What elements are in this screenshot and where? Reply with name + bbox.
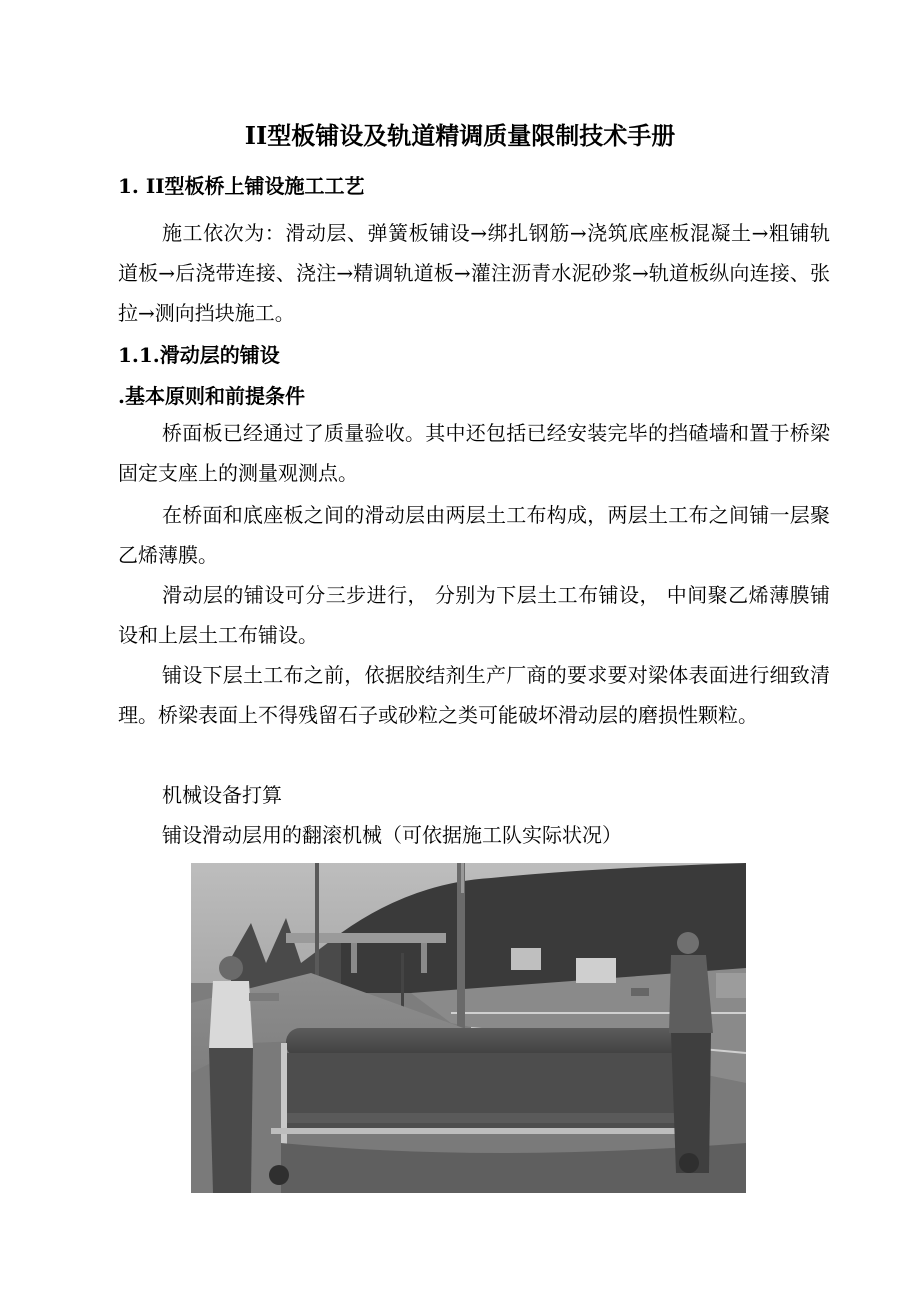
construction-photo [191, 863, 746, 1193]
paragraph-rolling-machine: 铺设滑动层用的翻滚机械（可依据施工队实际状况） [162, 823, 622, 847]
subsection-heading-principles: .基本原则和前提条件 [118, 384, 305, 408]
paragraph-construction-sequence: 施工依次为：滑动层、弹簧板铺设→绑扎钢筋→浇筑底座板混凝土→粗铺轨道板→后浇带连接、浇注→精调轨道板→灌注沥青水泥砂浆→轨道板纵向连接、张拉→测向挡块施工。 [118, 221, 830, 325]
paragraph-bridge-deck: 桥面板已经通过了质量验收。其中还包括已经安装完毕的挡碴墙和置于桥梁固定支座上的测量观测点。 [118, 421, 830, 485]
section-heading-1-1: 1.1.滑动层的铺设 [118, 343, 280, 367]
section-heading-1: 1. II型板桥上铺设施工工艺 [118, 174, 365, 198]
paragraph-sliding-layer-structure: 在桥面和底座板之间的滑动层由两层土工布构成，两层土工布之间铺一层聚乙烯薄膜。 [118, 503, 830, 567]
page-title: II型板铺设及轨道精调质量限制技术手册 [244, 121, 676, 150]
paragraph-equipment: 机械设备打算 [162, 783, 282, 807]
paragraph-cleaning: 铺设下层土工布之前，依据胶结剂生产厂商的要求要对梁体表面进行细致清理。桥梁表面上不得残留石子或砂粒之类可能破坏滑动层的磨损性颗粒。 [118, 663, 830, 727]
paragraph-three-steps: 滑动层的铺设可分三步进行， 分别为下层土工布铺设， 中间聚乙烯薄膜铺设和上层土工布铺设。 [118, 583, 830, 647]
